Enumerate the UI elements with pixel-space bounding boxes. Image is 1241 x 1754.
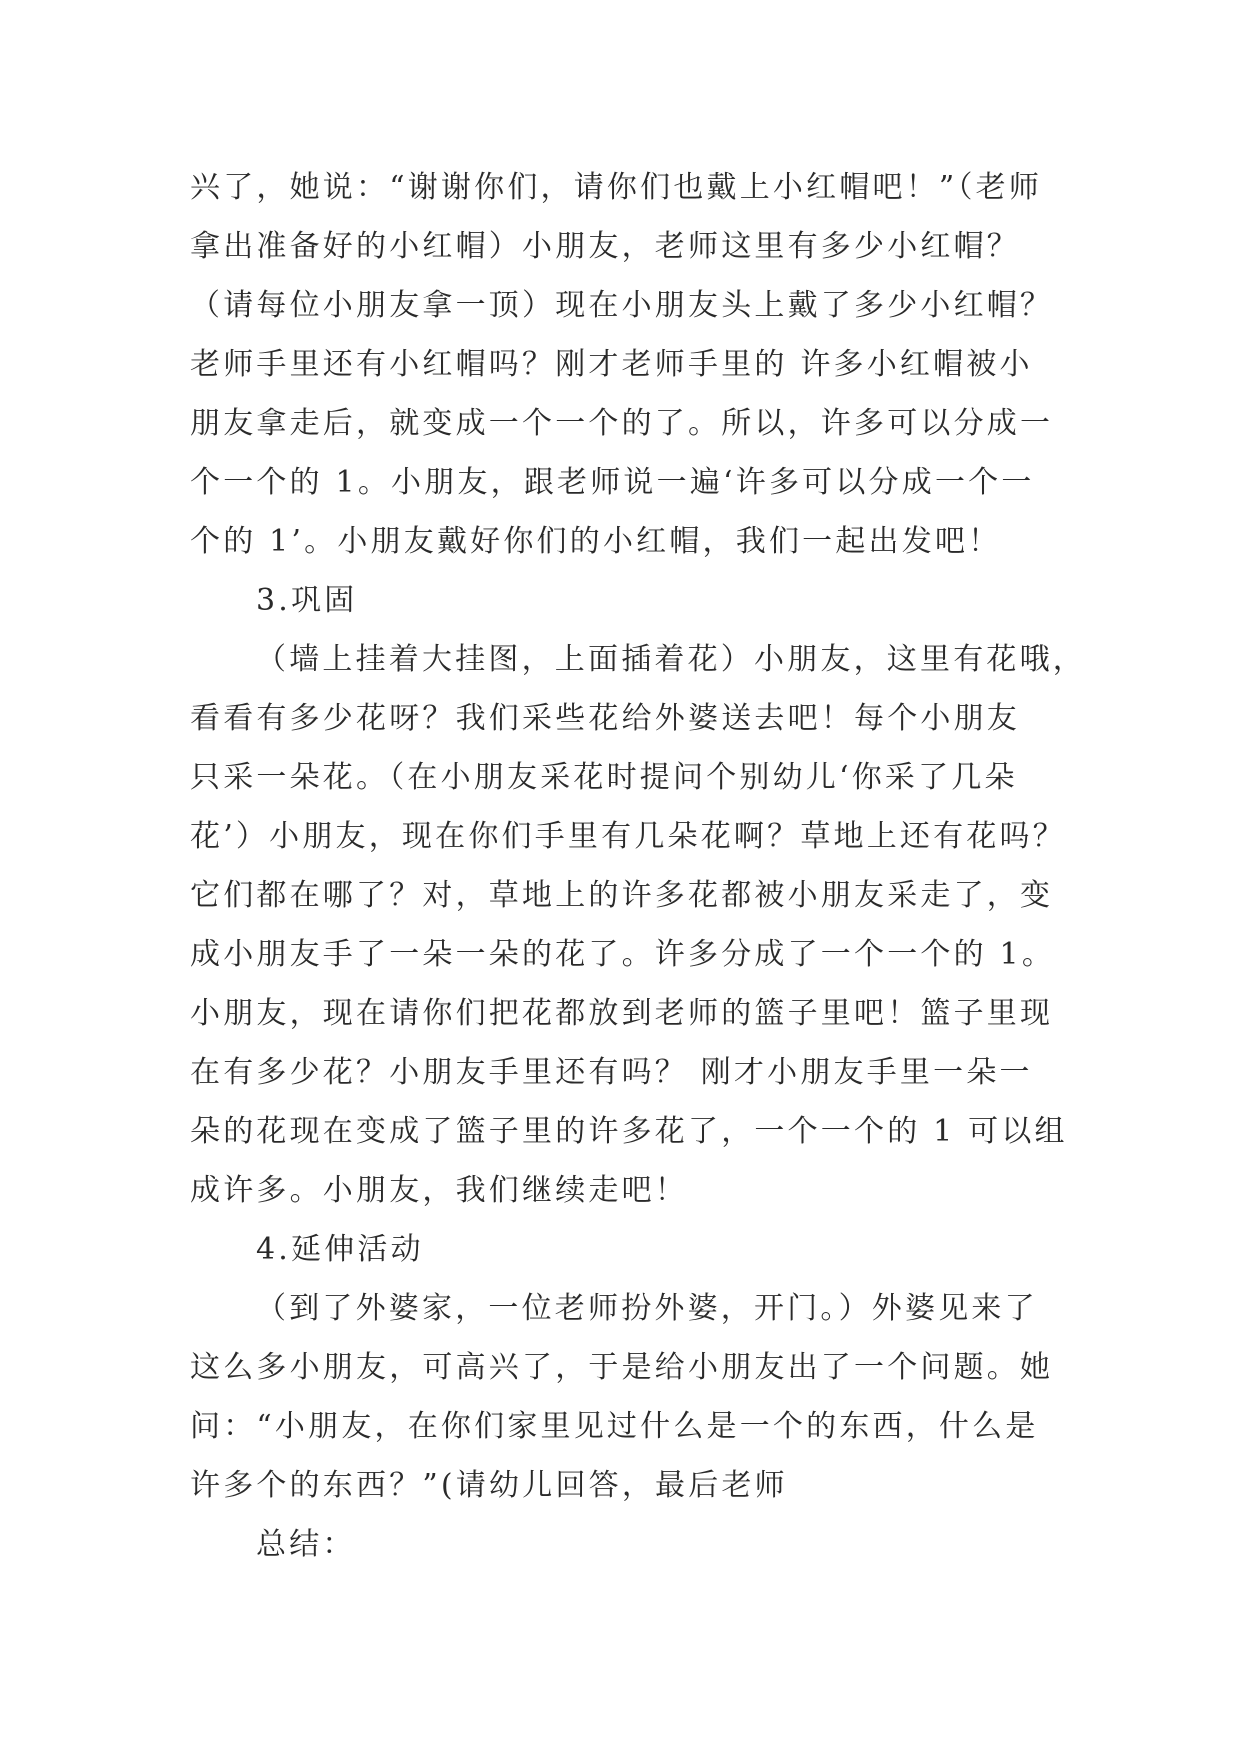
paragraph-line: 兴了，她说：“谢谢你们，请你们也戴上小红帽吧！”（老师: [190, 170, 1043, 205]
paragraph-line: 个一个的 1。小朋友，跟老师说一遍‘许多可以分成一个一: [190, 465, 1035, 500]
paragraph-line: 拿出准备好的小红帽）小朋友，老师这里有多少小红帽？: [190, 229, 1020, 264]
paragraph-line: 在有多少花？小朋友手里还有吗？ 刚才小朋友手里一朵一: [190, 1055, 1033, 1090]
paragraph-line: 老师手里还有小红帽吗？刚才老师手里的 许多小红帽被小: [190, 347, 1033, 382]
paragraph-line: （请每位小朋友拿一顶）现在小朋友头上戴了多少小红帽？: [190, 288, 1054, 323]
section-heading: 4.延伸活动: [256, 1232, 424, 1267]
section-heading: 3.巩固: [256, 583, 358, 618]
paragraph-line: 问：“小朋友，在你们家里见过什么是一个的东西，什么是: [190, 1409, 1039, 1444]
paragraph-line: 总结：: [256, 1527, 356, 1562]
paragraph-line: 成小朋友手了一朵一朵的花了。许多分成了一个一个的 1。: [190, 937, 1056, 972]
paragraph-line: （到了外婆家，一位老师扮外婆，开门。）外婆见来了: [256, 1291, 1038, 1326]
paragraph-line: 这么多小朋友，可高兴了，于是给小朋友出了一个问题。她: [190, 1350, 1054, 1385]
paragraph-line: 看看有多少花呀？我们采些花给外婆送去吧！每个小朋友: [190, 701, 1020, 736]
paragraph-line: （墙上挂着大挂图，上面插着花）小朋友，这里有花哦，: [256, 642, 1086, 677]
paragraph-line: 花’）小朋友，现在你们手里有几朵花啊？草地上还有花吗？: [190, 819, 1066, 854]
document-body: [190, 158, 1086, 1574]
paragraph-line: 成许多。小朋友，我们继续走吧！: [190, 1173, 688, 1208]
paragraph-line: 许多个的东西？”(请幼儿回答，最后老师: [190, 1468, 788, 1503]
paragraph-line: 它们都在哪了？对，草地上的许多花都被小朋友采走了，变: [190, 878, 1054, 913]
paragraph-line: 小朋友，现在请你们把花都放到老师的篮子里吧！篮子里现: [190, 996, 1054, 1031]
paragraph-line: 个的 1’。小朋友戴好你们的小红帽，我们一起出发吧！: [190, 524, 1002, 559]
paragraph-line: 朵的花现在变成了篮子里的许多花了，一个一个的 1 可以组: [190, 1114, 1068, 1149]
paragraph-line: 只采一朵花。（在小朋友采花时提问个别幼儿‘你采了几朵: [190, 760, 1018, 795]
paragraph-line: 朋友拿走后，就变成一个一个的了。所以，许多可以分成一: [190, 406, 1054, 441]
